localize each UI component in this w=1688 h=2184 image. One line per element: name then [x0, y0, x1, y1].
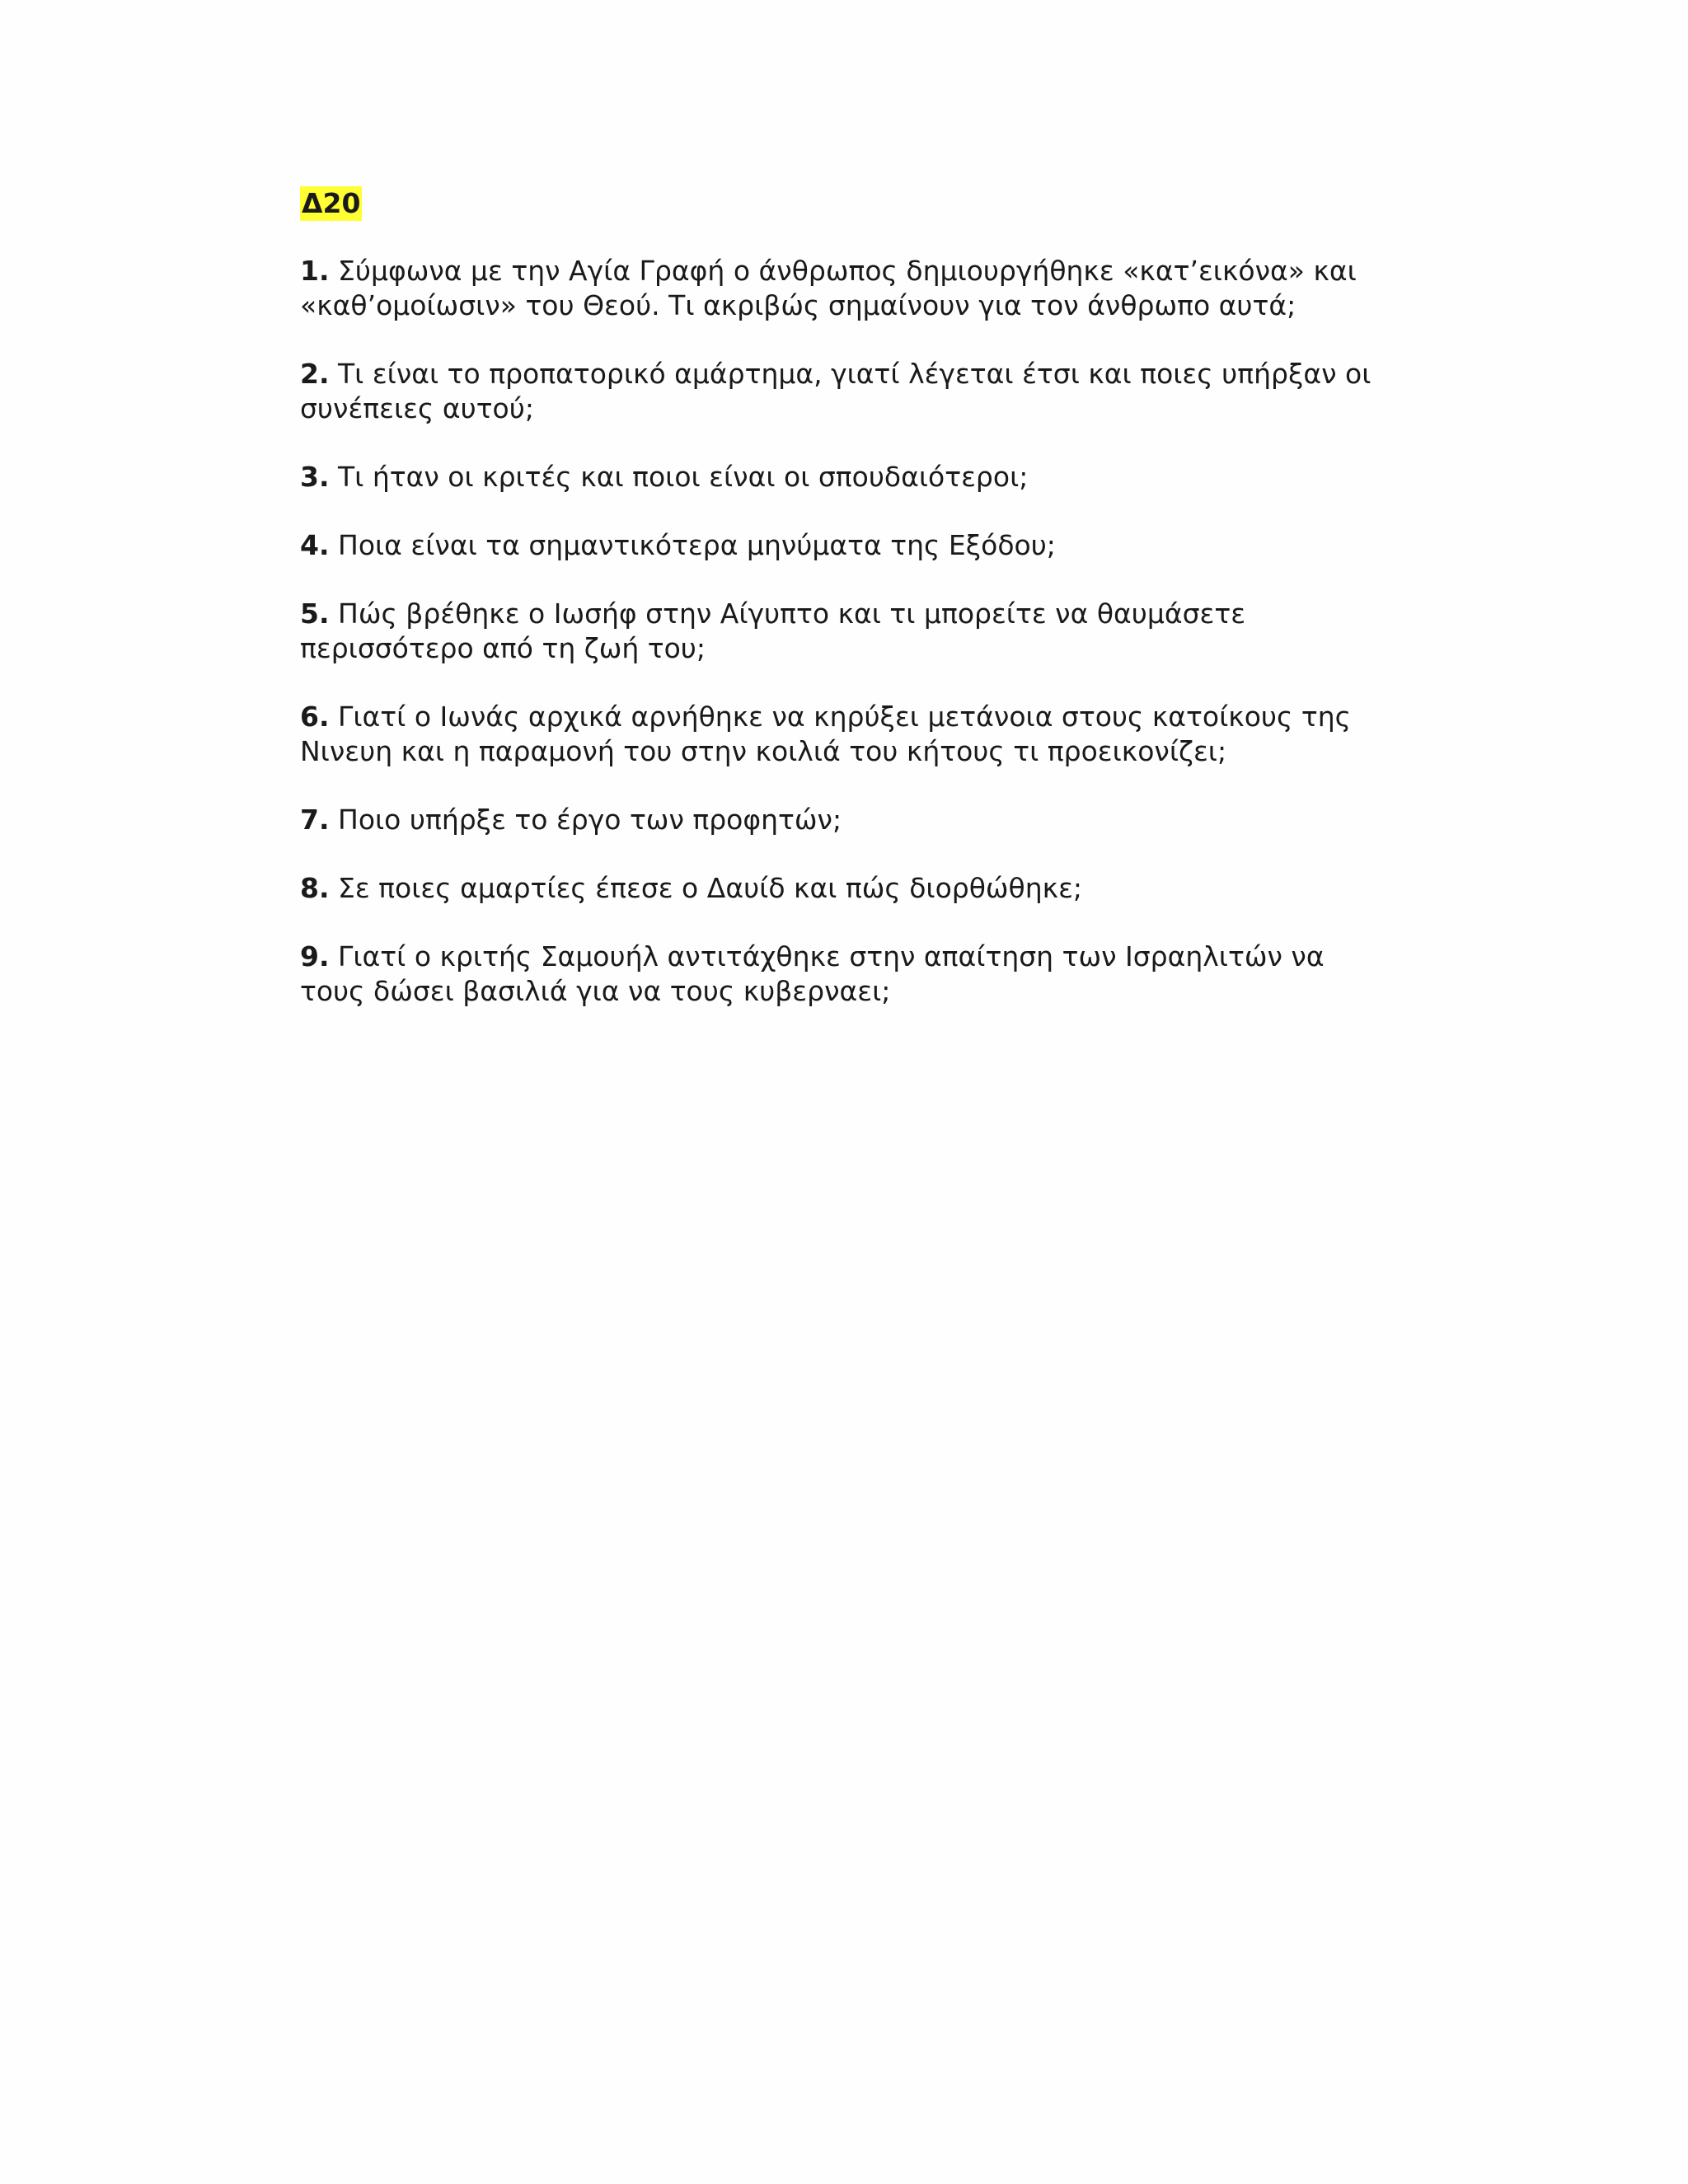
- question-text: Τι ήταν οι κριτές και ποιοι είναι οι σπουδαιότεροι;: [338, 461, 1029, 493]
- question-text: Τι είναι το προπατορικό αμάρτημα, γιατί λέγεται έτσι και ποιες υπήρξαν οι συνέπειες αυτού;: [300, 358, 1372, 424]
- document-content: [300, 186, 1388, 1043]
- question-number: 5.: [300, 598, 330, 630]
- question-6: [300, 700, 1388, 769]
- question-number: 7.: [300, 804, 330, 836]
- question-8: [300, 871, 1388, 906]
- document-title: Δ20: [302, 187, 361, 219]
- question-text: Πώς βρέθηκε ο Ιωσήφ στην Αίγυπτο και τι μπορείτε να θαυμάσετε περισσότερο από τη ζωή του;: [300, 598, 1246, 664]
- question-2: [300, 357, 1388, 426]
- question-text: Σύμφωνα με την Αγία Γραφή ο άνθρωπος δημιουργήθηκε «κατ’εικόνα» και «καθ’ομοίωσιν» του Θεού. Τι ακριβώς σημαίνουν για τον άνθρωπο αυτά;: [300, 255, 1357, 321]
- question-number: 9.: [300, 940, 330, 972]
- question-text: Ποια είναι τα σημαντικότερα μηνύματα της Εξόδου;: [338, 529, 1056, 561]
- question-number: 1.: [300, 255, 330, 287]
- question-9: [300, 940, 1388, 1009]
- question-1: [300, 254, 1388, 323]
- question-text: Γιατί ο Ιωνάς αρχικά αρνήθηκε να κηρύξει μετάνοια στους κατοίκους της Νινευη και η παραμονή του στην κοιλιά του κήτους τι προεικονίζει;: [300, 701, 1352, 767]
- question-number: 3.: [300, 461, 330, 493]
- question-number: 6.: [300, 701, 330, 733]
- question-7: [300, 803, 1388, 837]
- question-5: [300, 597, 1388, 666]
- question-number: 4.: [300, 529, 330, 561]
- question-text: Ποιο υπήρξε το έργο των προφητών;: [338, 804, 842, 836]
- question-text: Σε ποιες αμαρτίες έπεσε ο Δαυίδ και πώς διορθώθηκε;: [338, 872, 1083, 904]
- question-3: [300, 460, 1388, 494]
- question-number: 2.: [300, 358, 330, 390]
- title-line: [300, 186, 1388, 254]
- question-text: Γιατί ο κριτής Σαμουήλ αντιτάχθηκε στην απαίτηση των Ισραηλιτών να τους δώσει βασιλιά για να τους κυβερναει;: [300, 940, 1325, 1007]
- question-number: 8.: [300, 872, 330, 904]
- question-4: [300, 528, 1388, 563]
